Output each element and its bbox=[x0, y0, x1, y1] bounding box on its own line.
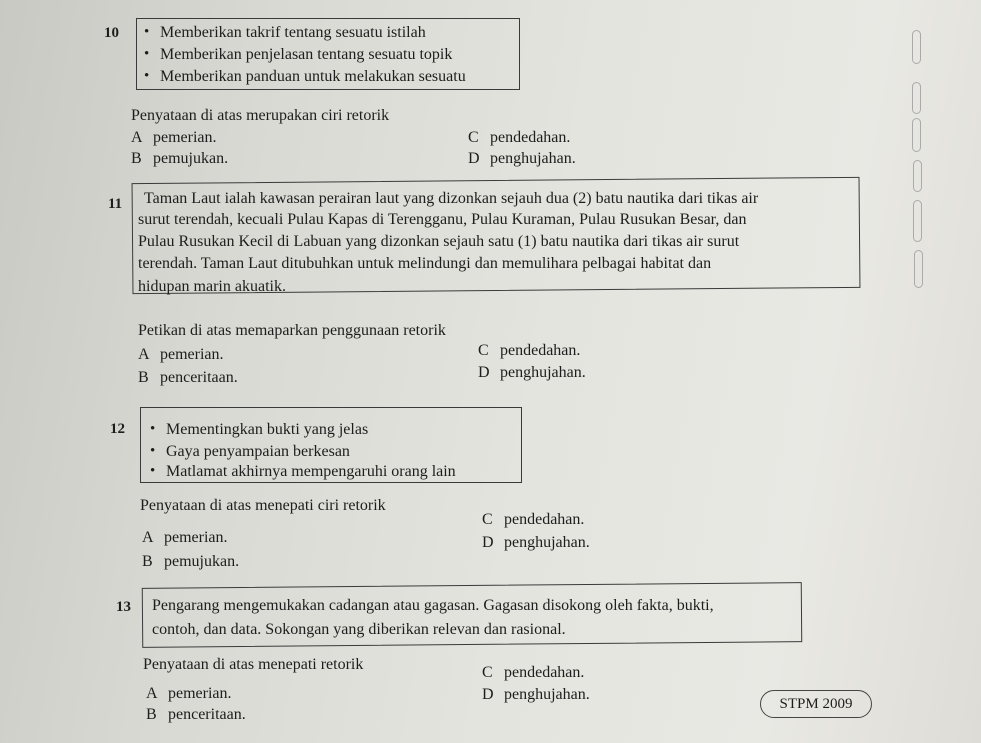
question-10-option-a[interactable]: A pemerian. bbox=[131, 129, 217, 146]
question-13-option-a[interactable]: A pemerian. bbox=[146, 685, 232, 702]
margin-mark bbox=[914, 250, 923, 288]
question-12-bullet-3: • Matlamat akhirnya mempengaruhi orang lain bbox=[166, 463, 456, 481]
question-11-passage-line-3: Pulau Rusukan Kecil di Labuan yang dizonkan sejauh satu (1) batu nautika dari tikas air surut bbox=[138, 233, 740, 250]
question-11-number: 11 bbox=[108, 196, 123, 212]
margin-mark bbox=[912, 118, 921, 152]
question-11-option-c[interactable]: C pendedahan. bbox=[478, 342, 581, 359]
question-11-passage-line-5: hidupan marin akuatik. bbox=[138, 278, 286, 295]
question-11-option-d[interactable]: D penghujahan. bbox=[478, 364, 586, 381]
question-11-stem: Petikan di atas memaparkan penggunaan retorik bbox=[138, 322, 446, 339]
question-11-option-a[interactable]: A pemerian. bbox=[138, 346, 224, 363]
question-10-number: 10 bbox=[104, 25, 119, 41]
question-12-number-text: 12 bbox=[110, 421, 125, 437]
question-12-option-a[interactable]: A pemerian. bbox=[142, 529, 228, 546]
question-10-option-d[interactable]: D penghujahan. bbox=[468, 150, 576, 167]
margin-mark bbox=[913, 200, 922, 242]
margin-mark bbox=[912, 82, 921, 114]
source-badge: STPM 2009 bbox=[760, 690, 872, 718]
question-11-passage-line-1: Taman Laut ialah kawasan perairan laut yang dizonkan sejauh dua (2) batu nautika dari tikas air bbox=[144, 190, 759, 207]
question-13-option-d[interactable]: D penghujahan. bbox=[482, 686, 590, 703]
question-10-option-c[interactable]: C pendedahan. bbox=[468, 129, 571, 146]
question-11-option-b[interactable]: B penceritaan. bbox=[138, 369, 238, 386]
margin-mark bbox=[913, 160, 922, 192]
question-11-passage-line-2: surut terendah, kecuali Pulau Kapas di Terengganu, Pulau Kuraman, Pulau Rusukan Besar, dan bbox=[138, 211, 747, 228]
question-11-passage-line-4: terendah. Taman Laut ditubuhkan untuk melindungi dan memulihara pelbagai habitat dan bbox=[138, 255, 712, 272]
question-10-stem: Penyataan di atas merupakan ciri retorik bbox=[131, 107, 390, 124]
question-12-bullet-2: • Gaya penyampaian berkesan bbox=[166, 443, 350, 461]
question-12-option-c[interactable]: C pendedahan. bbox=[482, 511, 585, 528]
question-10-bullet-3: • Memberikan panduan untuk melakukan sesuatu bbox=[160, 68, 466, 86]
question-13-passage-line-2: contoh, dan data. Sokongan yang diberikan relevan dan rasional. bbox=[152, 621, 566, 638]
question-12-bullet-1: • Mementingkan bukti yang jelas bbox=[166, 421, 368, 439]
question-12-option-b[interactable]: B pemujukan. bbox=[142, 553, 240, 570]
question-13-option-c[interactable]: C pendedahan. bbox=[482, 664, 585, 681]
question-13-number: 13 bbox=[116, 599, 131, 615]
question-10-option-b[interactable]: B pemujukan. bbox=[131, 150, 229, 167]
question-13-stem: Penyataan di atas menepati retorik bbox=[143, 656, 364, 673]
question-10-bullet-2: • Memberikan penjelasan tentang sesuatu topik bbox=[160, 46, 452, 64]
question-13-passage-line-1: Pengarang mengemukakan cadangan atau gagasan. Gagasan disokong oleh fakta, bukti, bbox=[152, 597, 714, 614]
question-10-bullet-1: • Memberikan takrif tentang sesuatu istilah bbox=[160, 24, 426, 42]
question-12-option-d[interactable]: D penghujahan. bbox=[482, 534, 590, 551]
question-12-stem: Penyataan di atas menepati ciri retorik bbox=[140, 497, 386, 514]
question-13-option-b[interactable]: B penceritaan. bbox=[146, 706, 246, 723]
margin-mark bbox=[912, 30, 921, 64]
